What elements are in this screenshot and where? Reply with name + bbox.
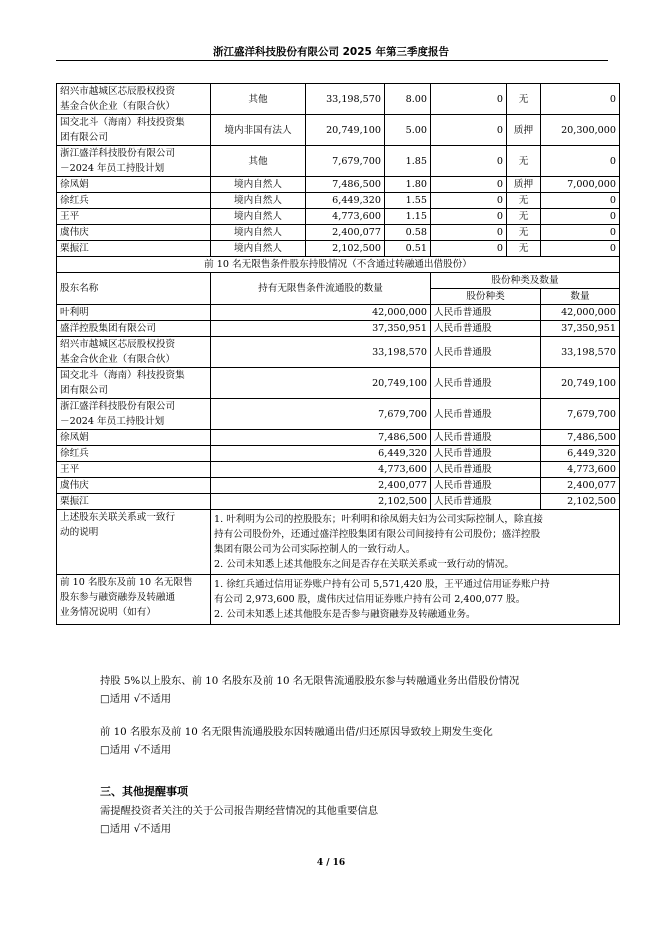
shareholder-type: 境内非国有法人	[211, 115, 306, 146]
restricted-shares: 0	[431, 241, 507, 257]
shares-held: 4,773,600	[306, 209, 385, 225]
pledged-shares: 0	[541, 146, 620, 177]
holder-qty: 2,400,077	[211, 478, 431, 494]
pledged-shares: 20,300,000	[541, 115, 620, 146]
table-row	[57, 368, 620, 399]
pledge-status: 质押	[507, 115, 541, 146]
holder-name: 王平	[57, 462, 211, 478]
relations-row	[57, 510, 620, 575]
table-row	[57, 478, 620, 494]
holder-count: 4,773,600	[541, 462, 620, 478]
table-row	[57, 399, 620, 430]
shares-held: 20,749,100	[306, 115, 385, 146]
holder-name: 栗振江	[57, 494, 211, 510]
holding-pct: 0.58	[385, 225, 431, 241]
holder-kind: 人民币普通股	[431, 494, 541, 510]
table-row	[57, 305, 620, 321]
col-header-count: 数量	[541, 289, 620, 305]
table-row	[57, 241, 620, 257]
holder-qty: 4,773,600	[211, 462, 431, 478]
note-lending-option: □适用 √不适用	[100, 693, 172, 705]
col-header-kind-group: 股份种类及数量	[431, 273, 620, 289]
col-header-qty: 持有无限售条件流通股的数量	[211, 273, 431, 305]
holder-kind: 人民币普通股	[431, 337, 541, 368]
section-title-row	[57, 257, 620, 273]
relations-text: 1. 叶利明为公司的控股股东；叶利明和徐凤娟夫妇为公司实际控制人，除直接 持有公司股份外，还通过盛洋控股集团有限公司间接持有公司股份；盛洋控股 集团有限公司为公司实际控制人的一致行动人。 2. 公司未知悉上述其他股东之间是否存在关联关系或一致行动的情况。	[211, 510, 620, 575]
restricted-shares: 0	[431, 225, 507, 241]
pledge-status: 无	[507, 146, 541, 177]
shares-held: 7,486,500	[306, 177, 385, 193]
shareholder-name: 王平	[57, 209, 211, 225]
holder-count: 42,000,000	[541, 305, 620, 321]
shareholder-type: 境内自然人	[211, 193, 306, 209]
holding-pct: 1.15	[385, 209, 431, 225]
restricted-shares: 0	[431, 115, 507, 146]
margin-text: 1. 徐红兵通过信用证券账户持有公司 5,571,420 股，王平通过信用证券账户持 有公司 2,973,600 股，虞伟庆过信用证券账户持有公司 2,400,077 股。 2. 公司未知悉上述其他股东是否参与融资融券及转融通业务。	[211, 575, 620, 625]
holder-count: 6,449,320	[541, 446, 620, 462]
holder-name: 绍兴市越城区芯辰股权投资 基金合伙企业（有限合伙）	[57, 337, 211, 368]
note-change: 前 10 名股东及前 10 名无限售流通股股东因转融通出借/归还原因导致较上期发生变化	[100, 726, 493, 738]
restricted-shares: 0	[431, 146, 507, 177]
restricted-shares: 0	[431, 209, 507, 225]
shares-held: 33,198,570	[306, 84, 385, 115]
holder-name: 徐红兵	[57, 446, 211, 462]
holder-kind: 人民币普通股	[431, 305, 541, 321]
col-header-kind: 股份种类	[431, 289, 541, 305]
unrestricted-section-title: 前 10 名无限售条件股东持股情况（不含通过转融通出借股份）	[57, 257, 620, 273]
holder-qty: 37,350,951	[211, 321, 431, 337]
holder-qty: 33,198,570	[211, 337, 431, 368]
holder-count: 2,102,500	[541, 494, 620, 510]
restricted-shares: 0	[431, 84, 507, 115]
holder-kind: 人民币普通股	[431, 368, 541, 399]
pledge-status: 无	[507, 193, 541, 209]
holder-count: 37,350,951	[541, 321, 620, 337]
pledged-shares: 0	[541, 209, 620, 225]
table-row	[57, 115, 620, 146]
page-number: 4 / 16	[316, 858, 346, 868]
holder-qty: 6,449,320	[211, 446, 431, 462]
header-row	[57, 273, 620, 289]
margin-row	[57, 575, 620, 625]
shareholder-type: 境内自然人	[211, 177, 306, 193]
relations-label: 上述股东关联关系或一致行 动的说明	[57, 510, 211, 575]
holder-count: 20,749,100	[541, 368, 620, 399]
shares-held: 7,679,700	[306, 146, 385, 177]
table-row	[57, 225, 620, 241]
shareholder-name: 绍兴市越城区芯辰股权投资 基金合伙企业（有限合伙）	[57, 84, 211, 115]
note-change-option: □适用 √不适用	[100, 744, 172, 756]
shares-held: 2,400,077	[306, 225, 385, 241]
holding-pct: 5.00	[385, 115, 431, 146]
holder-name: 叶利明	[57, 305, 211, 321]
shareholder-type: 境内自然人	[211, 225, 306, 241]
table-row	[57, 430, 620, 446]
shares-held: 2,102,500	[306, 241, 385, 257]
shareholder-name: 浙江盛洋科技股份有限公司 －2024 年员工持股计划	[57, 146, 211, 177]
table-row	[57, 337, 620, 368]
shareholder-name: 徐凤娟	[57, 177, 211, 193]
holder-name: 徐凤娟	[57, 430, 211, 446]
margin-label: 前 10 名股东及前 10 名无限售 股东参与融资融券及转融通 业务情况说明（如有）	[57, 575, 211, 625]
shareholder-name: 国交北斗（海南）科技投资集 团有限公司	[57, 115, 211, 146]
shareholder-type: 境内自然人	[211, 209, 306, 225]
pledged-shares: 7,000,000	[541, 177, 620, 193]
holder-name: 浙江盛洋科技股份有限公司 －2024 年员工持股计划	[57, 399, 211, 430]
table-row	[57, 193, 620, 209]
table-row	[57, 84, 620, 115]
table-row	[57, 446, 620, 462]
section-title: 三、其他提醒事项	[100, 785, 188, 798]
table-row	[57, 209, 620, 225]
holding-pct: 8.00	[385, 84, 431, 115]
pledged-shares: 0	[541, 241, 620, 257]
pledge-status: 无	[507, 84, 541, 115]
table-row	[57, 494, 620, 510]
pledge-status: 无	[507, 225, 541, 241]
shareholder-type: 境内自然人	[211, 241, 306, 257]
shareholder-name: 栗振江	[57, 241, 211, 257]
shareholder-name: 虞伟庆	[57, 225, 211, 241]
holder-count: 33,198,570	[541, 337, 620, 368]
holder-kind: 人民币普通股	[431, 430, 541, 446]
note-lending: 持股 5%以上股东、前 10 名股东及前 10 名无限售流通股股东参与转融通业务出借股份情况	[100, 675, 520, 687]
holder-kind: 人民币普通股	[431, 399, 541, 430]
shares-held: 6,449,320	[306, 193, 385, 209]
holder-kind: 人民币普通股	[431, 446, 541, 462]
unrestricted-holders-body	[57, 257, 620, 625]
holder-name: 国交北斗（海南）科技投资集 团有限公司	[57, 368, 211, 399]
pledged-shares: 0	[541, 84, 620, 115]
table-row	[57, 462, 620, 478]
holder-kind: 人民币普通股	[431, 478, 541, 494]
holder-count: 2,400,077	[541, 478, 620, 494]
col-header-name: 股东名称	[57, 273, 211, 305]
holder-qty: 42,000,000	[211, 305, 431, 321]
restricted-shares: 0	[431, 193, 507, 209]
table-row	[57, 146, 620, 177]
holder-count: 7,486,500	[541, 430, 620, 446]
pledge-status: 无	[507, 209, 541, 225]
holder-name: 虞伟庆	[57, 478, 211, 494]
holding-pct: 1.55	[385, 193, 431, 209]
note-other: 需提醒投资者关注的关于公司报告期经营情况的其他重要信息	[100, 805, 379, 817]
pledge-status: 无	[507, 241, 541, 257]
page-header: 浙江盛洋科技股份有限公司 2025 年第三季度报告	[212, 46, 450, 58]
holding-pct: 1.85	[385, 146, 431, 177]
table-row	[57, 177, 620, 193]
holder-qty: 7,679,700	[211, 399, 431, 430]
holding-pct: 1.80	[385, 177, 431, 193]
holding-pct: 0.51	[385, 241, 431, 257]
shareholder-type: 其他	[211, 84, 306, 115]
holder-qty: 20,749,100	[211, 368, 431, 399]
holder-kind: 人民币普通股	[431, 462, 541, 478]
pledge-status: 质押	[507, 177, 541, 193]
note-other-option: □适用 √不适用	[100, 823, 172, 835]
pledged-shares: 0	[541, 225, 620, 241]
top-shareholders-body	[57, 84, 620, 257]
holder-count: 7,679,700	[541, 399, 620, 430]
restricted-shares: 0	[431, 177, 507, 193]
shareholder-name: 徐红兵	[57, 193, 211, 209]
shareholders-table	[56, 83, 620, 625]
table-row	[57, 321, 620, 337]
holder-qty: 7,486,500	[211, 430, 431, 446]
holder-name: 盛洋控股集团有限公司	[57, 321, 211, 337]
holder-qty: 2,102,500	[211, 494, 431, 510]
holder-kind: 人民币普通股	[431, 321, 541, 337]
pledged-shares: 0	[541, 193, 620, 209]
header-rule	[56, 60, 608, 61]
shareholder-type: 其他	[211, 146, 306, 177]
